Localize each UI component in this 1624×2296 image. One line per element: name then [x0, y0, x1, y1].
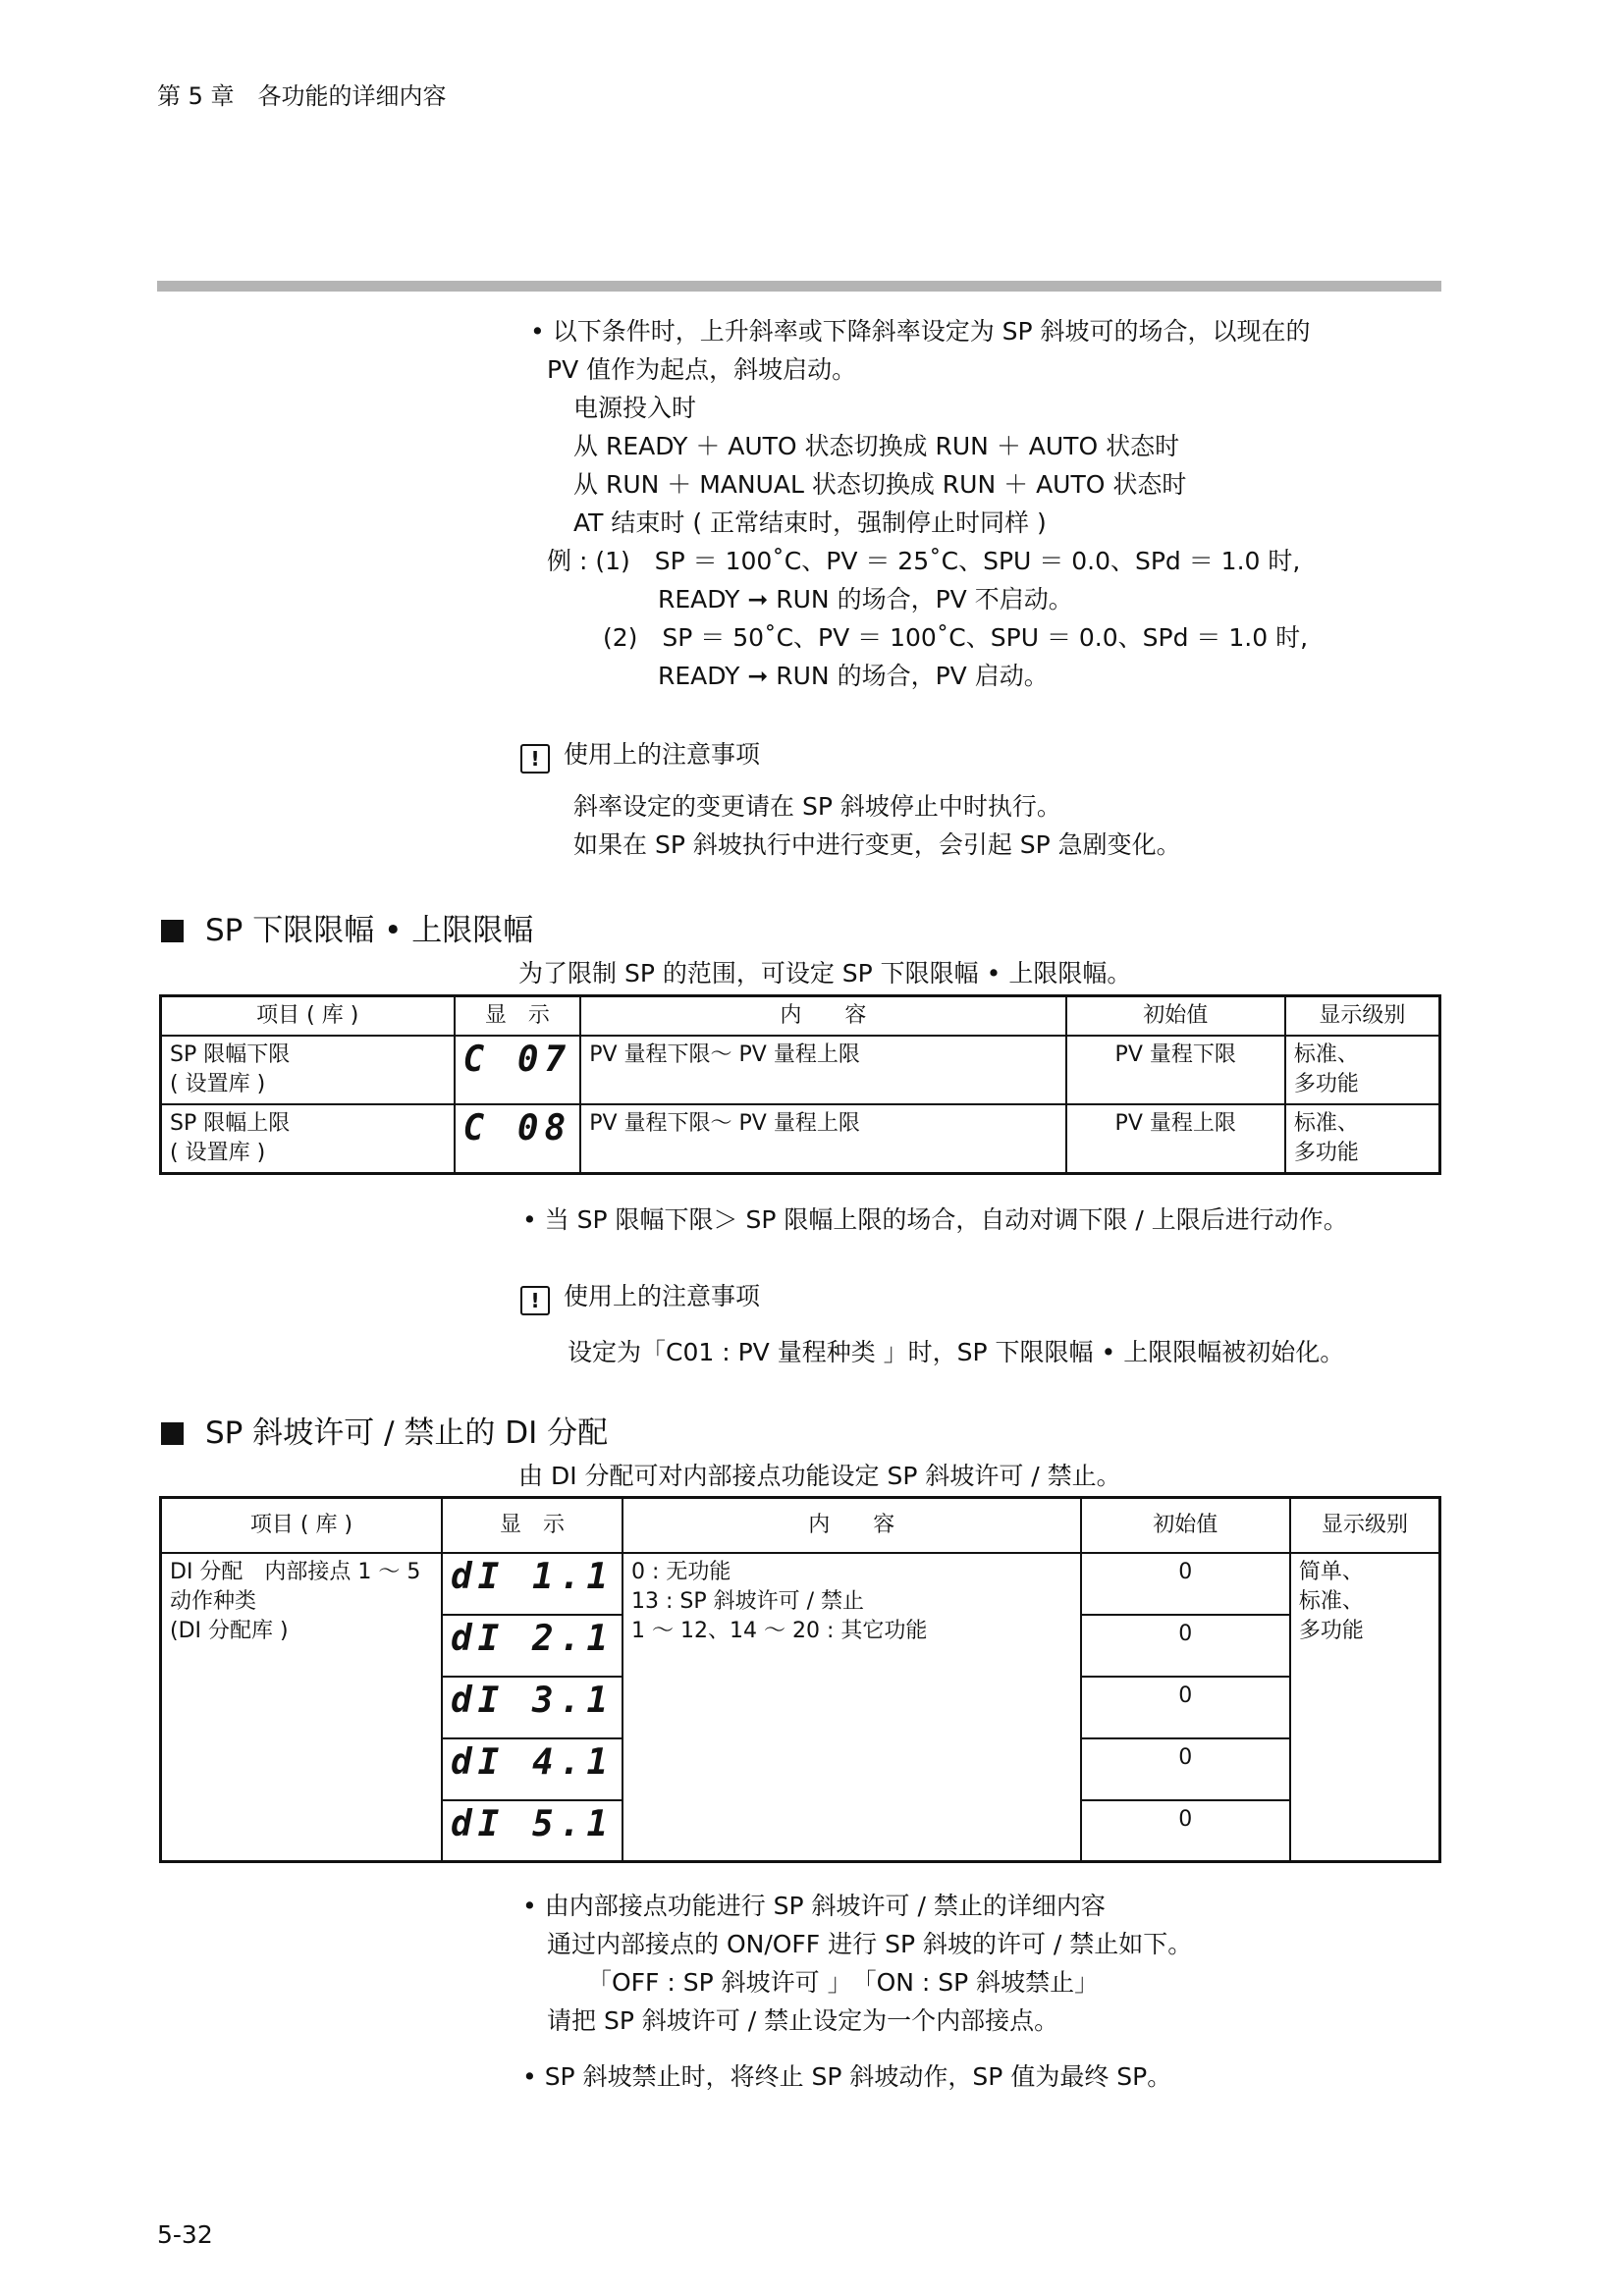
caution-heading-2 — [520, 1277, 760, 1315]
initial-cell: PV 量程下限 — [1066, 1036, 1285, 1104]
initial-cell: 0 — [1081, 1738, 1290, 1800]
caution-icon: ! — [520, 744, 550, 774]
item-cell: SP 限幅下限 ( 设置库 ) — [161, 1036, 455, 1104]
segment-display: dI 5.1 — [450, 1803, 614, 1844]
table-row — [161, 1104, 1440, 1174]
di-note-1: • 由内部接点功能进行 SP 斜坡许可 / 禁止的详细内容 — [522, 1892, 1106, 1920]
level-cell: 简单、 标准、 多功能 — [1290, 1553, 1440, 1862]
caution-title: 使用上的注意事项 — [564, 740, 761, 769]
limit-heading-text: SP 下限限幅 • 上限限幅 — [205, 913, 534, 948]
caution-line-2: 如果在 SP 斜坡执行中进行变更，会引起 SP 急剧变化。 — [573, 830, 1181, 859]
caution-line-1: 斜率设定的变更请在 SP 斜坡停止中时执行。 — [573, 792, 1061, 821]
table-row — [161, 1553, 1440, 1615]
di-note-3: 「OFF : SP 斜坡许可 」 「ON : SP 斜坡禁止」 — [587, 1968, 1100, 1997]
display-cell — [442, 1677, 623, 1738]
heading-square-icon — [161, 920, 184, 942]
col-header-content: 内 容 — [580, 996, 1065, 1036]
di-table — [159, 1496, 1441, 1863]
segment-display: dI 1.1 — [450, 1556, 614, 1597]
limit-note: • 当 SP 限幅下限＞ SP 限幅上限的场合，自动对调下限 / 上限后进行动作。 — [522, 1205, 1348, 1234]
di-intro: 由 DI 分配可对内部接点功能设定 SP 斜坡许可 / 禁止。 — [518, 1462, 1121, 1490]
initial-cell: 0 — [1081, 1677, 1290, 1738]
segment-display: dI 4.1 — [450, 1741, 614, 1783]
page-number: 5-32 — [157, 2220, 213, 2249]
condition-2: 从 READY ＋ AUTO 状态切换成 RUN ＋ AUTO 状态时 — [573, 432, 1180, 460]
condition-3: 从 RUN ＋ MANUAL 状态切换成 RUN ＋ AUTO 状态时 — [573, 470, 1187, 499]
level-cell: 标准、 多功能 — [1285, 1104, 1440, 1174]
limit-table — [159, 994, 1441, 1175]
col-header-display: 显 示 — [442, 1498, 623, 1553]
col-header-level: 显示级别 — [1290, 1498, 1440, 1553]
display-cell — [442, 1615, 623, 1677]
example-2: (2) SP ＝ 50˚C、PV ＝ 100˚C、SPU ＝ 0.0、SPd ＝ 1.0 时, — [603, 623, 1309, 652]
initial-cell: PV 量程上限 — [1066, 1104, 1285, 1174]
content-cell: PV 量程下限～ PV 量程上限 — [580, 1104, 1065, 1174]
caution-heading-1 — [520, 735, 760, 774]
content-cell: PV 量程下限～ PV 量程上限 — [580, 1036, 1065, 1104]
caution-title: 使用上的注意事项 — [564, 1282, 761, 1310]
col-header-initial: 初始值 — [1066, 996, 1285, 1036]
display-cell — [442, 1553, 623, 1615]
col-header-initial: 初始值 — [1081, 1498, 1290, 1553]
di-note-4: 请把 SP 斜坡许可 / 禁止设定为一个内部接点。 — [547, 2006, 1059, 2035]
item-cell: DI 分配 内部接点 1 ～ 5 动作种类 (DI 分配库 ) — [161, 1553, 442, 1862]
initial-cell: 0 — [1081, 1553, 1290, 1615]
col-header-item: 项目 ( 库 ) — [161, 1498, 442, 1553]
di-note-5: • SP 斜坡禁止时，将终止 SP 斜坡动作，SP 值为最终 SP。 — [522, 2062, 1172, 2091]
segment-display: C 07 — [462, 1039, 572, 1080]
display-cell — [455, 1036, 581, 1104]
ramp-bullet-cont: PV 值作为起点，斜坡启动。 — [547, 355, 857, 384]
col-header-level: 显示级别 — [1285, 996, 1440, 1036]
heading-square-icon — [161, 1422, 184, 1445]
section-heading-di — [161, 1408, 608, 1452]
content-cell: 0 : 无功能 13 : SP 斜坡许可 / 禁止 1 ～ 12、14 ～ 20 : 其它功能 — [623, 1553, 1081, 1862]
section-divider — [157, 281, 1441, 292]
display-cell — [455, 1104, 581, 1174]
segment-display: dI 3.1 — [450, 1680, 614, 1721]
condition-1: 电源投入时 — [573, 394, 697, 422]
col-header-display: 显 示 — [455, 996, 581, 1036]
di-note-2: 通过内部接点的 ON/OFF 进行 SP 斜坡的许可 / 禁止如下。 — [547, 1930, 1193, 1958]
caution-icon: ! — [520, 1286, 550, 1315]
limit-caution-line: 设定为「C01 : PV 量程种类 」时，SP 下限限幅 • 上限限幅被初始化。 — [568, 1338, 1345, 1366]
display-cell — [442, 1738, 623, 1800]
chapter-header: 第 5 章 各功能的详细内容 — [157, 82, 447, 110]
display-cell — [442, 1800, 623, 1862]
segment-display: C 08 — [462, 1107, 572, 1148]
section-heading-limit — [161, 905, 533, 949]
limit-intro: 为了限制 SP 的范围，可设定 SP 下限限幅 • 上限限幅。 — [518, 959, 1132, 988]
col-header-content: 内 容 — [623, 1498, 1081, 1553]
di-heading-text: SP 斜坡许可 / 禁止的 DI 分配 — [205, 1415, 609, 1451]
example-1-cont: READY ➞ RUN 的场合，PV 不启动。 — [658, 585, 1073, 614]
example-1: 例 : (1) SP ＝ 100˚C、PV ＝ 25˚C、SPU ＝ 0.0、SPd ＝ 1.0 时, — [547, 547, 1301, 575]
initial-cell: 0 — [1081, 1800, 1290, 1862]
item-cell: SP 限幅上限 ( 设置库 ) — [161, 1104, 455, 1174]
table-row — [161, 1036, 1440, 1104]
example-2-cont: READY ➞ RUN 的场合，PV 启动。 — [658, 662, 1049, 690]
ramp-bullet: • 以下条件时，上升斜率或下降斜率设定为 SP 斜坡可的场合，以现在的 — [530, 317, 1311, 346]
level-cell: 标准、 多功能 — [1285, 1036, 1440, 1104]
segment-display: dI 2.1 — [450, 1618, 614, 1659]
initial-cell: 0 — [1081, 1615, 1290, 1677]
condition-4: AT 结束时 ( 正常结束时，强制停止时同样 ) — [573, 508, 1047, 537]
col-header-item: 项目 ( 库 ) — [161, 996, 455, 1036]
